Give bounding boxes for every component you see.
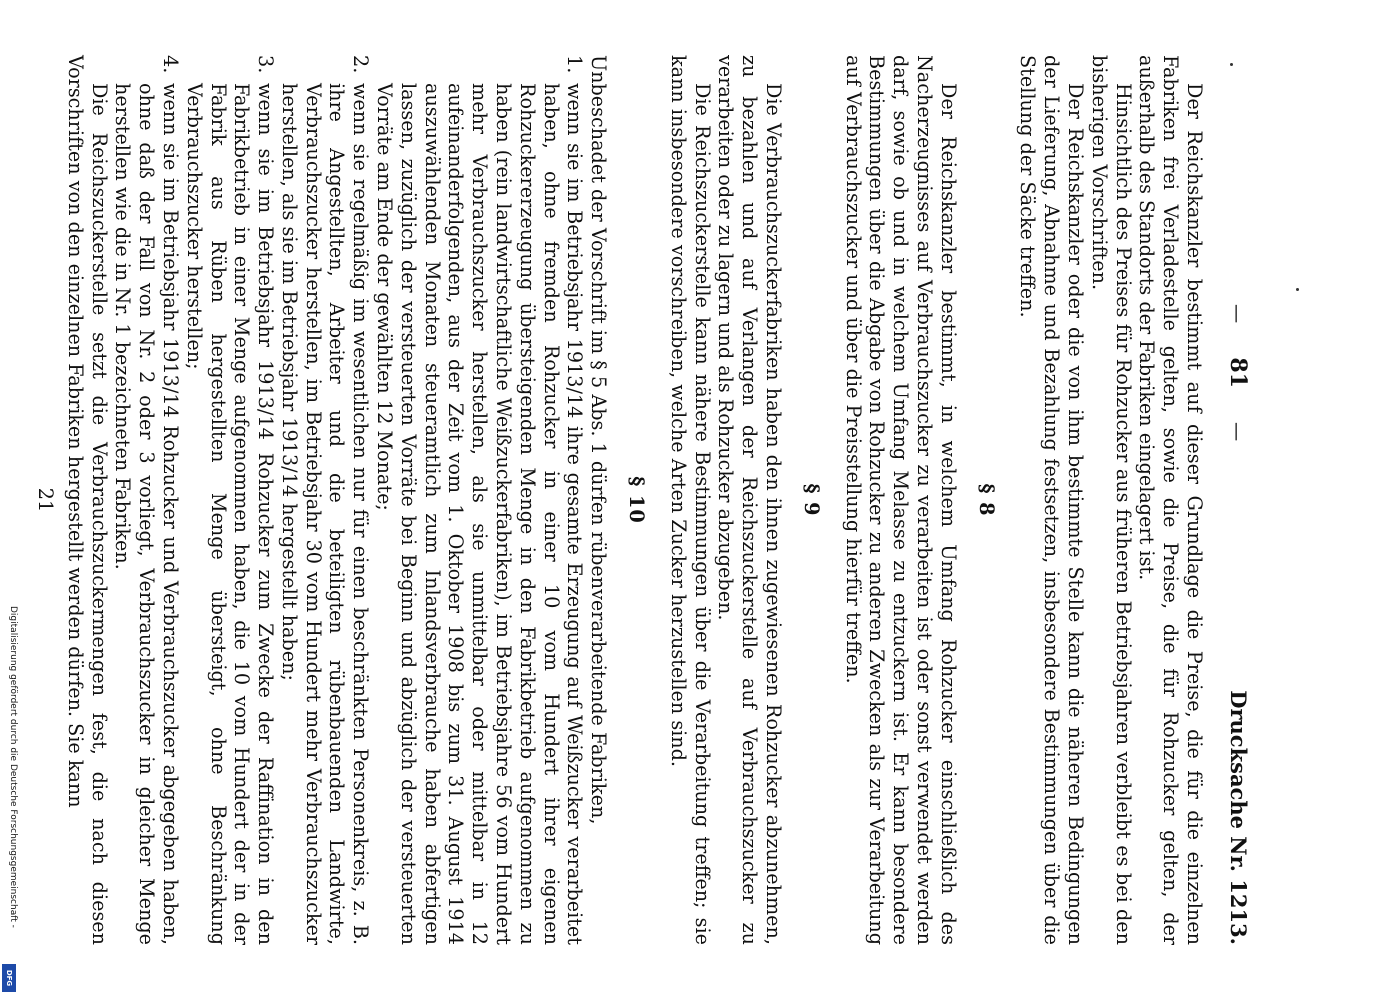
list-item-number: 2. — [349, 55, 373, 74]
list-item — [277, 55, 372, 945]
section-9-heading: § 9 — [799, 483, 823, 517]
list-item — [111, 55, 182, 945]
list-item-text: wenn sie im Betriebsjahr 1913/14 Rohzucker und Verbrauchszucker abgegeben haben, ohne daß der Fall von Nr. 2 oder 3 vorliegt, Verbrauchszucker in gleicher Menge herstellen wie die in Nr. 1 bezeichneten Fabriken. — [111, 83, 182, 945]
section-8-text: Der Reichskanzler bestimmt, in welchem Umfang Rohzucker einschließlich des Nacherzeugnisses auf Verbrauchszucker zu verarbeiten ist oder sonst verwendet werden darf, sowie ob und in welchem Umfang Melasse zu entzuckern ist. Er kann besondere Bestimmungen über die Abgabe von Rohzucker zu anderen Zwecken als zur Verarbeitung auf Verbrauchszucker und über die Preisstellung hierfür treffen. — [841, 55, 960, 945]
list-item-text: wenn sie regelmäßig im wesentlichen nur für einen beschränkten Personenkreis, z. B. ihre Angestellten, Arbeiter und die beteiligten rübenbauenden Landwirte, Verbrauchszucker herstellen, im Betriebsjahr 30 vom Hundert mehr Verbrauchszucker herstellen, als sie im Betriebsjahr 1913/14 hergestellt haben; — [277, 83, 373, 945]
section-9-paragraph-1: Die Verbrauchszuckerfabriken haben den ihnen zugewiesenen Rohzucker abzunehmen, zu bezahlen und auf Verlangen der Reichszuckerstelle auf Verbrauchszucker zu verarbeiten oder zu lagern und als Rohzucker abzugeben. — [714, 55, 786, 945]
page-number-group — [1225, 276, 1249, 469]
intro-block — [1016, 55, 1206, 945]
drucksache-number: Drucksache Nr. 1213. — [1226, 690, 1251, 945]
scan-speck — [1230, 63, 1233, 66]
dfg-logo-icon — [2, 964, 16, 992]
section-10-heading: § 10 — [625, 476, 649, 524]
digitization-note — [4, 606, 20, 986]
scan-speck — [1296, 288, 1299, 291]
digitization-note-text: Digitalisierung gefördert durch die Deutsche Forschungsgemeinschaft - — [8, 606, 18, 928]
dash-right: — — [1226, 422, 1249, 442]
section-8-heading: § 8 — [974, 483, 998, 517]
list-item-text: wenn sie im Betriebsjahr 1913/14 Rohzucker zum Zwecke der Raffination in den Fabrikbetrieb in einer Menge aufgenommen haben, die 10 vom Hundert der in der Fabrik aus Rüben hergestellten Menge übersteigt, ohne Beschränkung Verbrauchszucker herstellen; — [182, 83, 278, 945]
list-item — [372, 55, 586, 945]
list-item-number: 3. — [254, 55, 278, 74]
signature-number: 21 — [33, 487, 57, 513]
list-item-number: 4. — [158, 55, 182, 74]
list-item-text: wenn sie im Betriebsjahr 1913/14 ihre gesamte Erzeugung auf Weißzucker verarbeitet haben, ohne fremden Rohzucker in einer 10 vom Hundert ihrer eigenen Rohzuckererzeugung übersteigenden Menge in den Fabrikbetrieb aufgenommen zu haben (rein landwirtschaftliche Weißzuckerfabriken), im Betriebsjahre 56 vom Hundert mehr Verbrauchszucker herstellen, als sie unmittelbar oder mittelbar in 12 aufeinanderfolgenden, aus der Zeit vom 1. Oktober 1908 bis zum 31. August 1914 auszuwählenden Monaten steueramtlich zum Inlandsverbrauche haben abfertigen lassen, zuzüglich der versteuerten Vorräte bei Beginn und abzüglich der versteuerten Vorräte am Ende der gewählten 12 Monate; — [373, 83, 587, 945]
dash-left: — — [1226, 304, 1249, 324]
section-9-paragraph-2: Die Reichszuckerstelle kann nähere Bestimmungen über die Verarbeitung treffen; sie kann insbesondere vorschreiben, welche Arten Zucker herzustellen sind. — [666, 55, 714, 945]
intro-paragraph-1: Der Reichskanzler bestimmt auf dieser Grundlage die Preise, die für die einzelnen Fabriken frei Verladestelle gelten, sowie die Preise, die für Rohzucker gelten, der außerhalb des Standorts der Fabriken eingelagert ist. — [1135, 55, 1206, 945]
page-number: 81 — [1225, 357, 1251, 388]
section-10-intro: Unbeschadet der Vorschrift im § 5 Abs. 1 dürfen rübenverarbeitende Fabriken, — [587, 55, 611, 825]
section-10-list — [111, 55, 587, 945]
section-10-closing: Die Reichszuckerstelle setzt die Verbrauchszuckermengen fest, die nach diesen Vorschriften von den einzelnen Fabriken hergestellt werden dürfen. Sie kann — [63, 55, 111, 945]
list-item — [182, 55, 277, 945]
page-header — [1206, 55, 1250, 945]
document-page — [33, 0, 1290, 1000]
dfg-logo-text: DFG — [5, 969, 13, 987]
intro-paragraph-3: Der Reichskanzler oder die von ihm bestimmte Stelle kann die näheren Bedingungen der Lieferung, Abnahme und Bezahlung festsetzen, insbesondere Bestimmungen über die Stellung der Säcke treffen. — [1016, 55, 1088, 945]
intro-paragraph-2: Hinsichtlich des Preises für Rohzucker aus früheren Betriebsjahren verbleibt es bei den bisherigen Vorschriften. — [1087, 55, 1135, 945]
list-item-number: 1. — [563, 55, 587, 74]
